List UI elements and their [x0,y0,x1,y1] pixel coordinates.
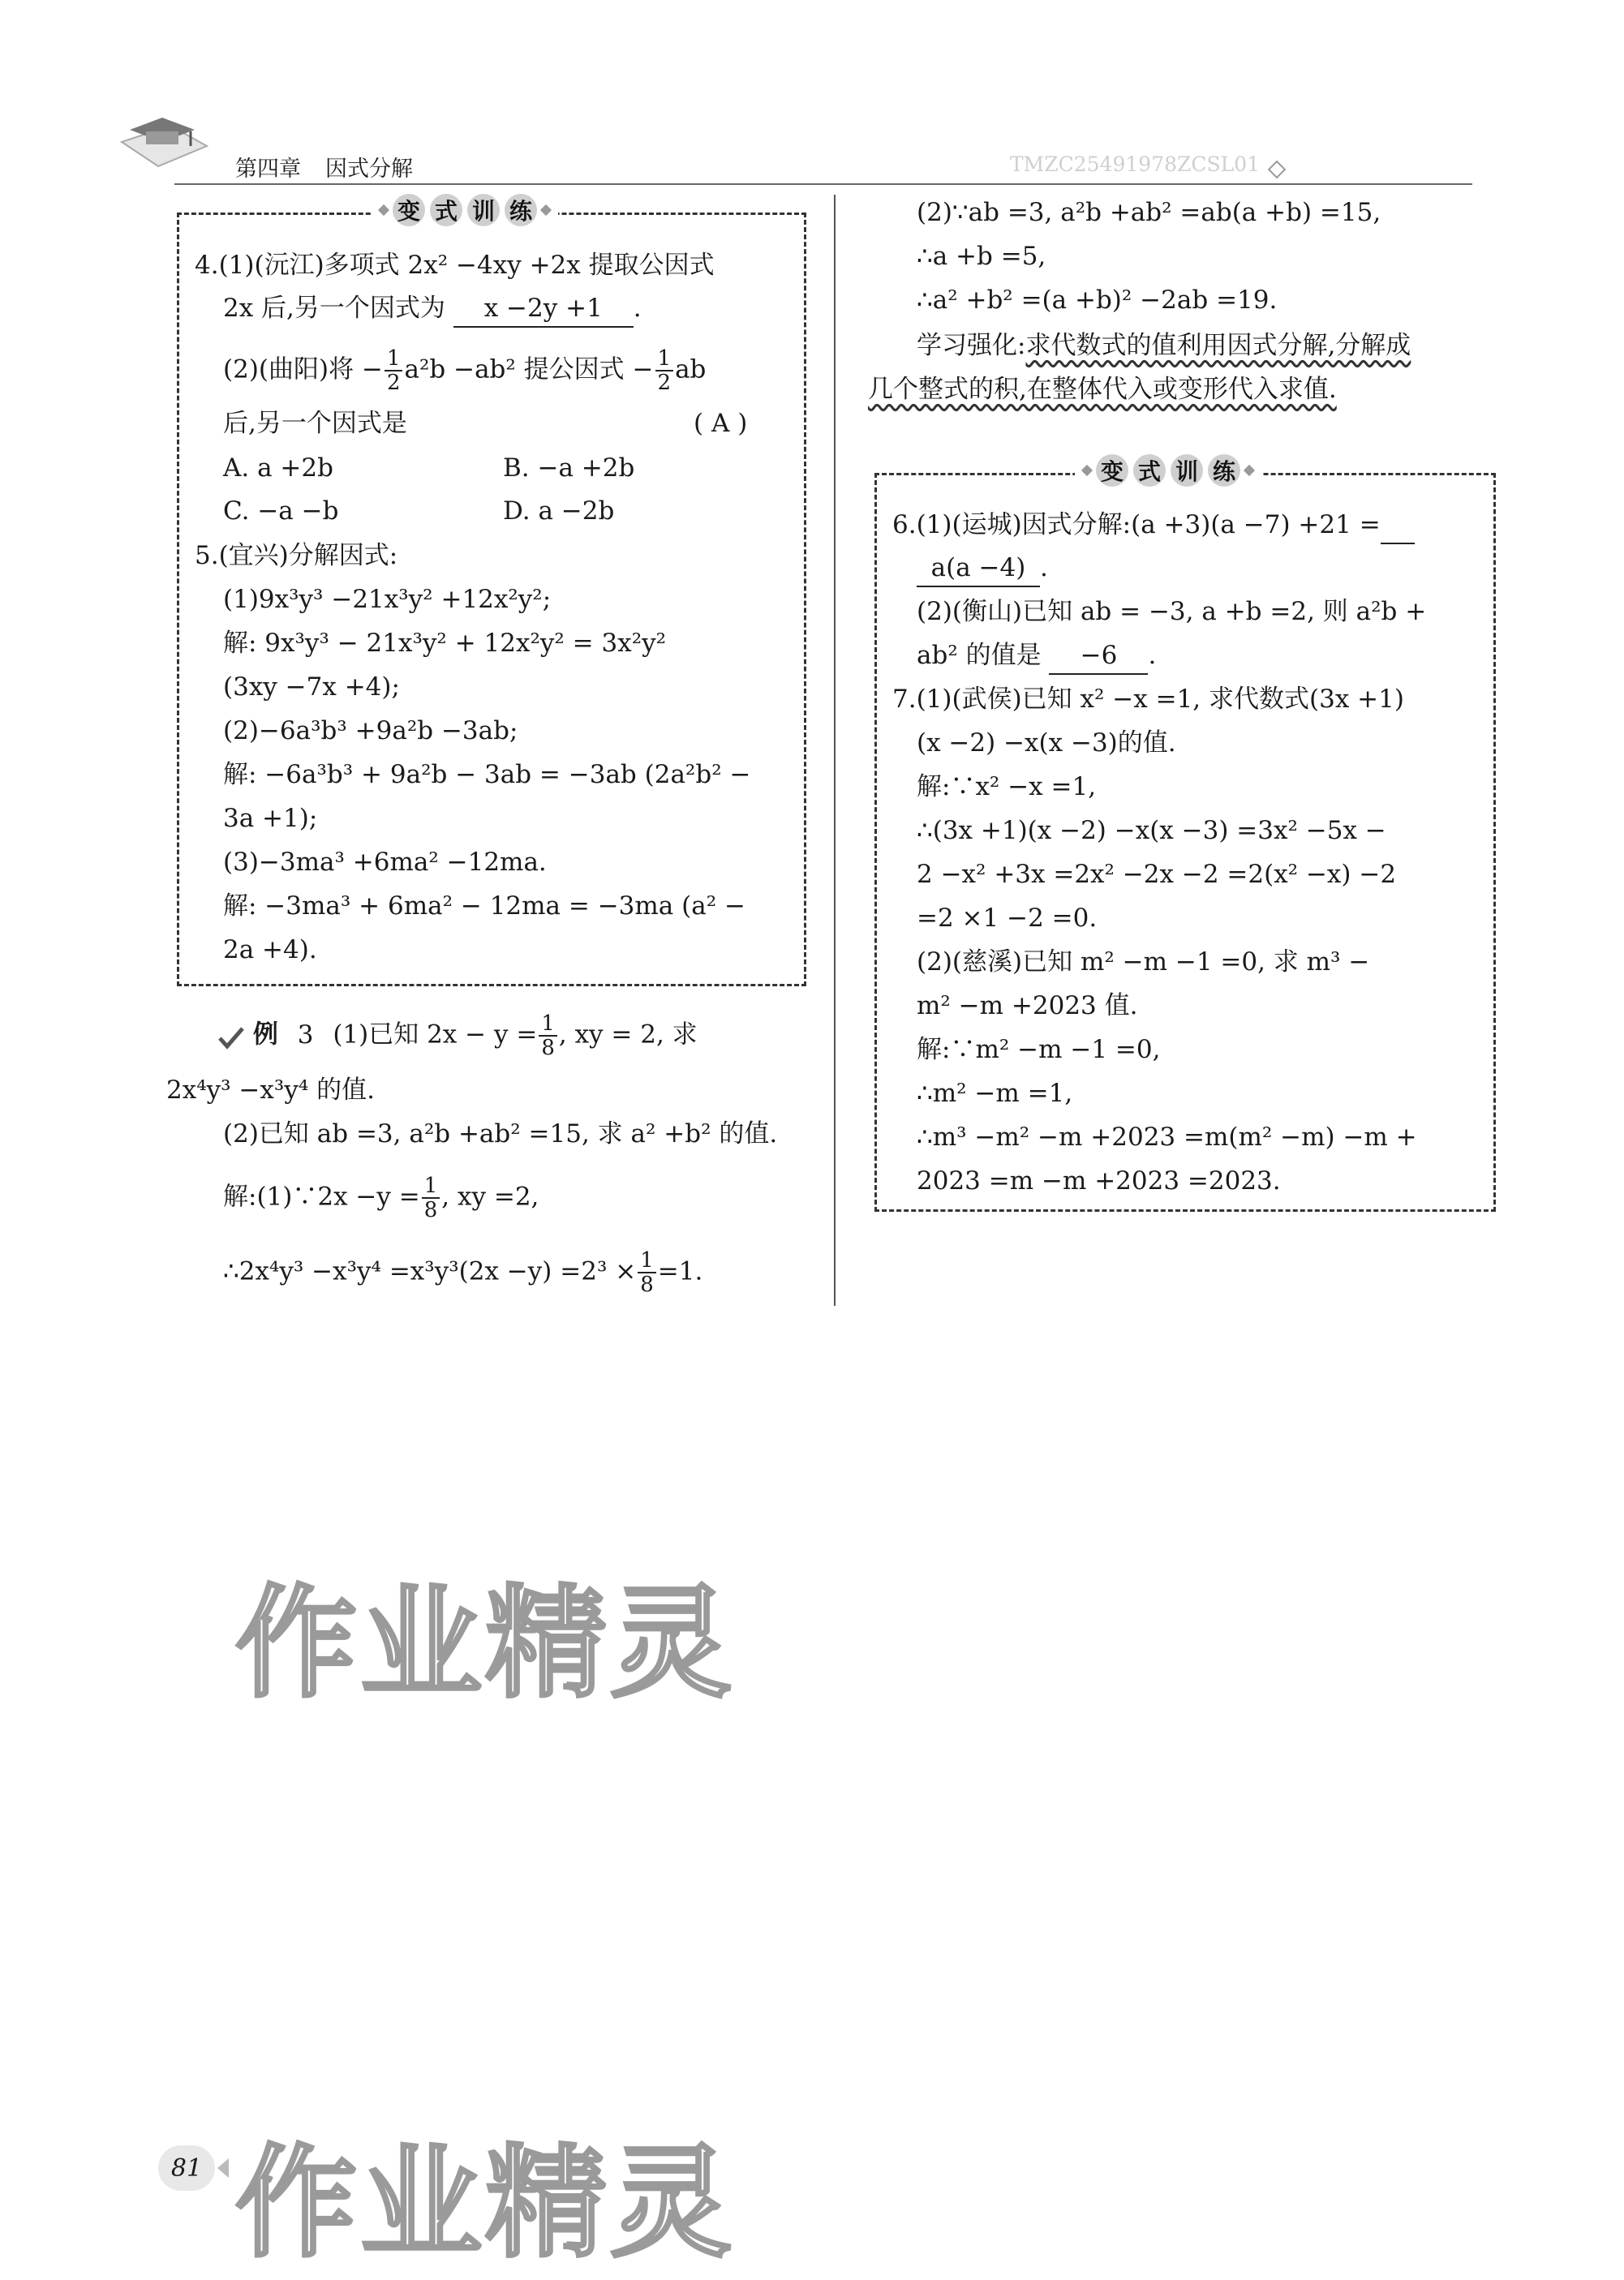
q6-1-line2: a(a −4) . [917,550,1048,587]
q5-1-solution-1: 解: 9x³y³ − 21x³y² + 12x²y² = 3x²y² [223,629,667,658]
page-number-badge [158,2145,215,2191]
title-char: 训 [1171,454,1203,487]
q5-1-solution-2: (3xy −7x +4); [223,672,400,702]
q7-1-solution-1: 解:∵x² −x =1, [917,772,1097,801]
fraction-eighth: $\frac{1}{8}$ [638,1249,656,1296]
fraction-half: $\frac{1}{2}$ [655,347,674,394]
practice-box-title [372,190,558,230]
header-diamond-icon [1268,161,1287,179]
title-char: 式 [1133,454,1166,487]
q5-3-solution-1: 解: −3ma³ + 6ma² − 12ma = −3ma (a² − [223,891,745,921]
q7-2-solution-2: ∴m² −m =1, [917,1079,1073,1108]
option-a: A. a +2b [223,453,333,483]
option-c: C. −a −b [223,496,339,526]
q4-2-answer: ( A ) [694,409,748,438]
q7-2-line1: (2)(慈溪)已知 m² −m −1 =0, 求 m³ − [917,947,1370,977]
q4-1-line1: 4.(1)(沅江)多项式 2x² −4xy +2x 提取公因式 [195,251,715,280]
title-char: 变 [393,194,425,226]
example-3-line1: 例 3 (1)已知 2x − y = $\frac{1}{8}$ , xy = 2, 求 [217,1012,698,1059]
title-right-diamond-icon [540,204,552,216]
q5-2: (2)−6a³b³ +9a²b −3ab; [223,716,518,745]
watermark: 作业精灵 [235,2133,736,2274]
column-divider [834,195,836,1306]
q6-2-line1: (2)(衡山)已知 ab = −3, a +b =2, 则 a²b + [917,597,1427,626]
header-rule [174,183,1472,185]
example-3-solution-1: 解:(1)∵2x −y = $\frac{1}{8}$ , xy =2, [223,1174,539,1222]
watermark: 作业精灵 [235,1574,736,1715]
fraction-half: $\frac{1}{2}$ [385,347,403,394]
q7-2-solution-4: 2023 =m −m +2023 =2023. [917,1166,1281,1196]
q7-2-solution-3: ∴m³ −m² −m +2023 =m(m² −m) −m + [917,1123,1417,1152]
example-3-line3: (2)已知 ab =3, a²b +ab² =15, 求 a² +b² 的值. [223,1119,778,1149]
title-char: 变 [1096,454,1128,487]
q6-2-line2: ab² 的值是 −6 . [917,638,1156,675]
q6-1-line1: 6.(1)(运城)因式分解:(a +3)(a −7) +21 = [892,507,1415,544]
right-sol-3: ∴a² +b² =(a +b)² −2ab =19. [917,286,1278,315]
title-left-diamond-icon [1081,465,1093,476]
q4-2-line2: 后,另一个因式是 [223,409,407,438]
right-sol-2: ∴a +b =5, [917,242,1046,271]
example-3-line2: 2x⁴y³ −x³y⁴ 的值. [166,1076,375,1105]
q7-2-solution-1: 解:∵m² −m −1 =0, [917,1035,1161,1064]
study-tip-line1: 学习强化:求代数式的值利用因式分解,分解成 [917,331,1411,360]
q7-2-line2: m² −m +2023 值. [917,991,1138,1020]
option-b: B. −a +2b [503,453,635,483]
check-icon [217,1024,245,1048]
title-left-diamond-icon [378,204,389,216]
header-book-logo [114,97,211,170]
q7-1-solution-2: ∴(3x +1)(x −2) −x(x −3) =3x² −5x − [917,816,1386,845]
q6-1-answer: a(a −4) [917,550,1040,587]
page-number: 81 [170,2153,203,2183]
title-char: 练 [505,194,537,226]
q7-1-line1: 7.(1)(武侯)已知 x² −x =1, 求代数式(3x +1) [892,685,1404,714]
right-sol-1: (2)∵ab =3, a²b +ab² =ab(a +b) =15, [917,198,1381,227]
q5-1: (1)9x³y³ −21x³y² +12x²y²; [223,585,552,614]
q4-1-answer: x −2y +1 [453,290,634,328]
title-char: 式 [430,194,462,226]
q4-1-line2: 2x 后,另一个因式为 x −2y +1 . [223,290,642,328]
title-char: 训 [467,194,500,226]
fraction-eighth: $\frac{1}{8}$ [539,1012,557,1059]
fraction-eighth: $\frac{1}{8}$ [422,1174,440,1222]
q5-3: (3)−3ma³ +6ma² −12ma. [223,848,547,877]
q5-title: 5.(宜兴)分解因式: [195,541,398,570]
title-char: 练 [1208,454,1240,487]
q5-2-solution-1: 解: −6a³b³ + 9a²b − 3ab = −3ab (2a²b² − [223,760,751,789]
q7-1-line2: (x −2) −x(x −3)的值. [917,728,1176,758]
q6-2-answer: −6 [1049,638,1148,675]
q5-2-solution-2: 3a +1); [223,804,318,833]
chapter-label: 第四章 因式分解 [235,157,413,182]
header-code: TMZC25491978ZCSL01 [1010,152,1261,176]
title-right-diamond-icon [1244,465,1255,476]
option-d: D. a −2b [503,496,615,526]
q7-1-solution-4: =2 ×1 −2 =0. [917,904,1098,933]
study-tip-line2: 几个整式的积,在整体代入或变形代入求值. [868,375,1337,404]
q4-2-line1: (2)(曲阳)将 − $\frac{1}{2}$ a²b −ab² 提公因式 − $\frac{1}{2}$ ab [223,346,707,395]
practice-box-title [1075,450,1261,491]
page-arrow-icon [217,2158,229,2178]
example-3-solution-2: ∴2x⁴y³ −x³y⁴ =x³y³(2x −y) =2³ × $\frac{1}{8}$ =1. [223,1248,703,1297]
q7-1-solution-3: 2 −x² +3x =2x² −2x −2 =2(x² −x) −2 [917,860,1397,889]
q5-3-solution-2: 2a +4). [223,935,317,964]
